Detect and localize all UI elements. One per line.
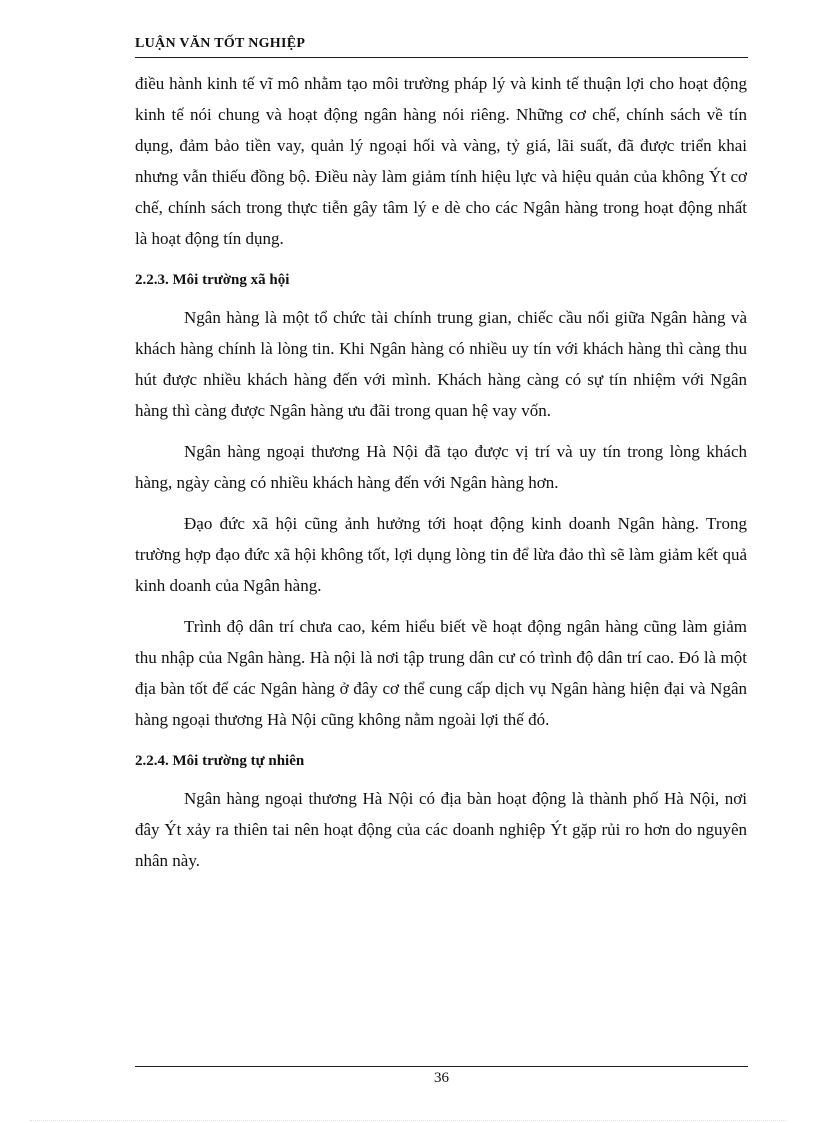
header-rule xyxy=(135,57,748,58)
footer-rule xyxy=(135,1066,748,1067)
paragraph: Ngân hàng ngoại thương Hà Nội có địa bàn hoạt động là thành phố Hà Nội, nơi đây Ýt xảy ra thiên tai nên hoạt động của các doanh nghiệp Ýt gặp rủi ro hơn do nguyên nhân này. xyxy=(135,789,747,870)
paragraph: Ngân hàng ngoại thương Hà Nội đã tạo được vị trí và uy tín trong lòng khách hàng, ngày càng có nhiều khách hàng đến với Ngân hàng hơn. xyxy=(135,442,747,492)
section-heading-2-2-3: 2.2.3. Môi trường xã hội xyxy=(135,272,290,288)
page-body xyxy=(135,68,747,876)
page-edge-divider xyxy=(30,1120,786,1121)
running-header: LUẬN VĂN TỐT NGHIỆP xyxy=(135,36,306,51)
page-number: 36 xyxy=(434,1070,449,1086)
paragraph: Đạo đức xã hội cũng ảnh hưởng tới hoạt động kinh doanh Ngân hàng. Trong trường hợp đạo đức xã hội không tốt, lợi dụng lòng tin để lừa đảo thì sẽ làm giảm kết quả kinh doanh của Ngân hàng. xyxy=(135,514,747,595)
continuation-paragraph: điều hành kinh tế vĩ mô nhằm tạo môi trường pháp lý và kinh tế thuận lợi cho hoạt động kinh tế nói chung và hoạt động ngân hàng nói riêng. Những cơ chế, chính sách về tín dụng, đảm bảo tiền vay, quản lý ngoại hối và vàng, tỷ giá, lãi suất, đã được triển khai nhưng vẫn thiếu đồng bộ. Điều này làm giảm tính hiệu lực và hiệu quản của không Ýt cơ chế, chính sách trong thực tiễn gây tâm lý e dè cho các Ngân hàng trong hoạt động nhất là hoạt động tín dụng. xyxy=(135,74,747,248)
section-heading-2-2-4: 2.2.4. Môi trường tự nhiên xyxy=(135,753,305,769)
paragraph: Ngân hàng là một tổ chức tài chính trung gian, chiếc cầu nối giữa Ngân hàng và khách hàng chính là lòng tin. Khi Ngân hàng có nhiều uy tín với khách hàng thì càng thu hút được nhiều khách hàng đến với mình. Khách hàng càng có sự tín nhiệm với Ngân hàng thì càng được Ngân hàng ưu đãi trong quan hệ vay vốn. xyxy=(135,308,747,420)
paragraph: Trình độ dân trí chưa cao, kém hiểu biết về hoạt động ngân hàng cũng làm giảm thu nhập của Ngân hàng. Hà nội là nơi tập trung dân cư có trình độ dân trí cao. Đó là một địa bàn tốt để các Ngân hàng ở đây cơ thể cung cấp dịch vụ Ngân hàng hiện đại và Ngân hàng ngoại thương Hà Nội cũng không nằm ngoài lợi thế đó. xyxy=(135,617,747,729)
